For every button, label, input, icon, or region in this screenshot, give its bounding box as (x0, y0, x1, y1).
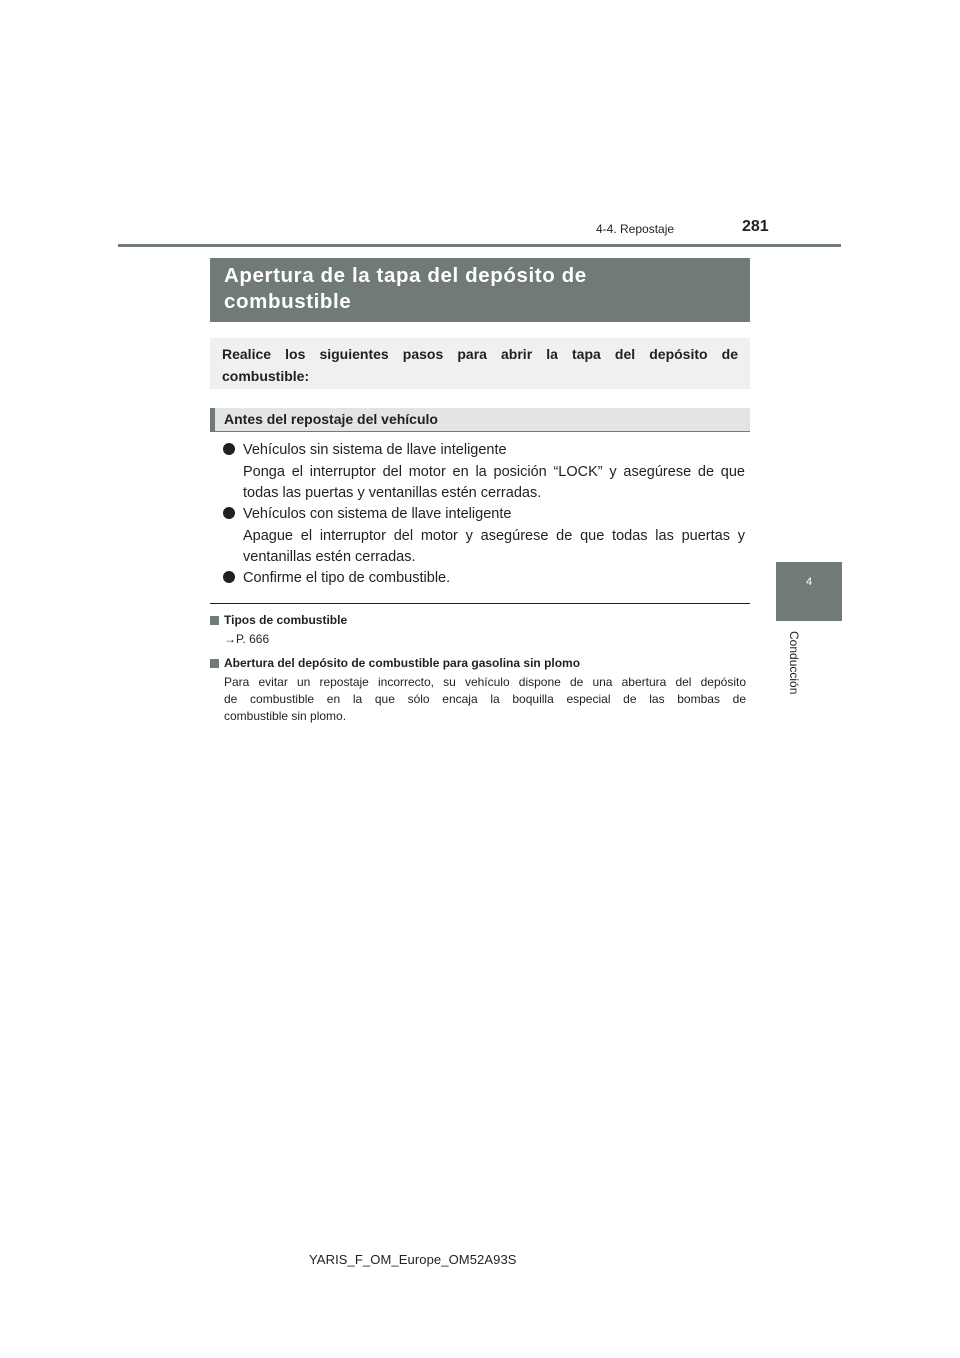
subheading-bar (210, 408, 215, 431)
bullet-line: Vehículos con sistema de llave inteligente (243, 506, 512, 522)
bullet-line: Apague el interruptor del motor y asegúrese de que todas las puertas y (243, 527, 745, 544)
note-line: combustible sin plomo. (224, 709, 347, 723)
bullet-line: Vehículos sin sistema de llave inteligente (243, 442, 507, 458)
bullet-item (223, 568, 745, 590)
bullet-line: ventanillas estén cerradas. (243, 549, 416, 565)
note-line: Para evitar un repostaje incorrecto, su vehículo dispone de una abertura del depósito (224, 675, 746, 689)
note-reference-link[interactable]: →P. 666 (224, 632, 270, 646)
page-title-line-1: Apertura de la tapa del depósito de (224, 264, 587, 287)
bullet-line: todas las puertas y ventanillas estén cerradas. (243, 485, 542, 501)
subheading (210, 408, 750, 432)
note-title: Tipos de combustible (224, 613, 348, 627)
bullet-item (223, 440, 745, 505)
square-bullet-icon (210, 659, 219, 668)
note-item (210, 612, 746, 648)
chapter-tab (776, 562, 842, 621)
bullet-item (223, 504, 745, 569)
bullet-icon (223, 571, 235, 583)
intro-line-2: combustible: (222, 368, 310, 384)
page-title (210, 258, 750, 322)
bullet-icon (223, 507, 235, 519)
document-footer: YARIS_F_OM_Europe_OM52A93S (309, 1252, 517, 1267)
page-number: 281 (742, 218, 769, 235)
bullet-icon (223, 443, 235, 455)
section-reference: 4-4. Repostaje (596, 222, 675, 236)
page-title-line-2: combustible (224, 290, 352, 313)
intro-line-1: Realice los siguientes pasos para abrir la tapa del depósito de (222, 346, 738, 362)
chapter-label: Conducción (787, 631, 801, 695)
note-item (210, 655, 746, 725)
intro-box (210, 338, 750, 389)
square-bullet-icon (210, 616, 219, 625)
header-rule (118, 244, 841, 247)
note-line: de combustible en la que sólo encaja la boquilla especial de las bombas de (224, 692, 746, 706)
subheading-text: Antes del repostaje del vehículo (224, 411, 438, 427)
note-title: Abertura del depósito de combustible para gasolina sin plomo (224, 656, 581, 670)
section-divider (210, 603, 750, 604)
bullet-line: Confirme el tipo de combustible. (243, 570, 451, 586)
chapter-number: 4 (805, 576, 813, 588)
bullet-line: Ponga el interruptor del motor en la posición “LOCK” y asegúrese de que (243, 463, 745, 480)
